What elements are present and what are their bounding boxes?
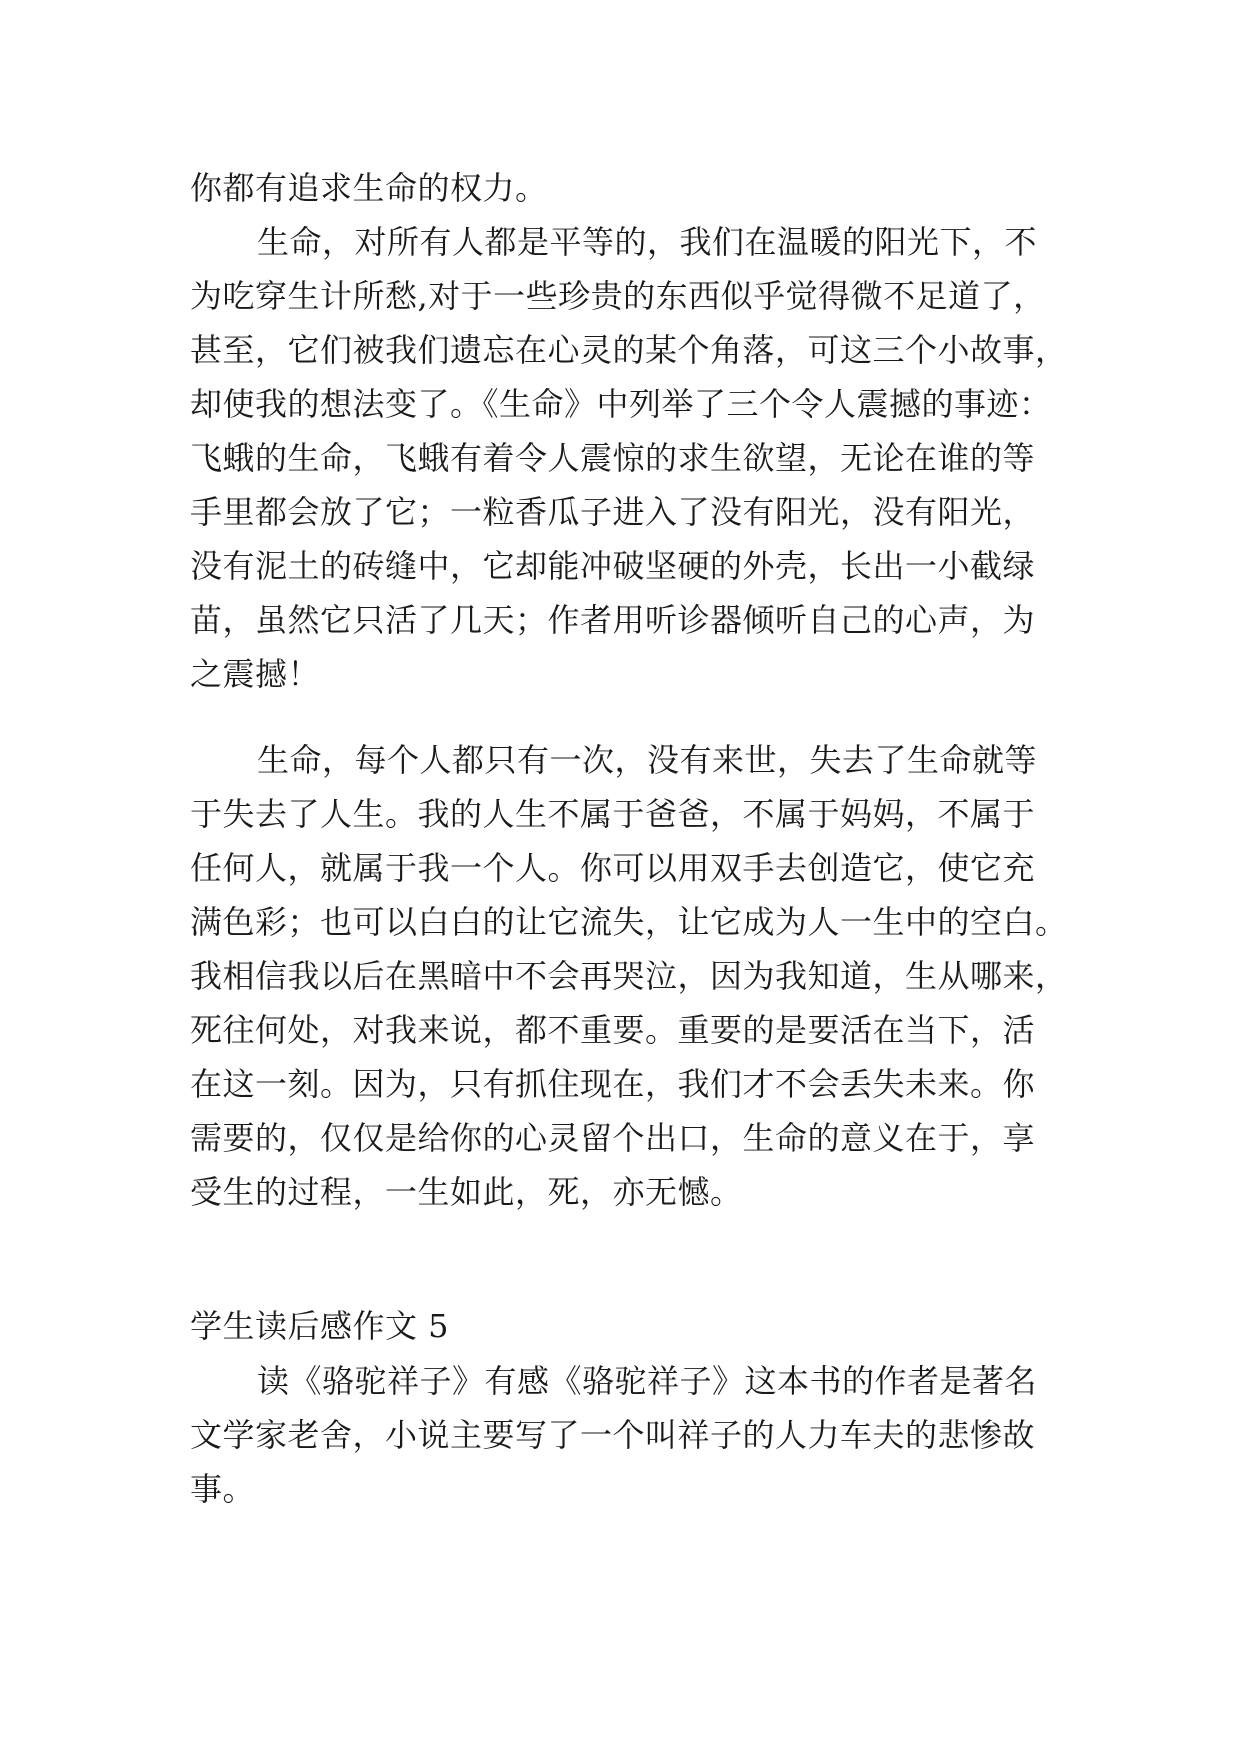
paragraph-line: 苗，虽然它只活了几天；作者用听诊器倾听自己的心声，为 bbox=[190, 601, 1036, 639]
paragraph-line: 文学家老舍，小说主要写了一个叫祥子的人力车夫的悲惨故 bbox=[190, 1416, 1036, 1454]
paragraph-line: 没有泥土的砖缝中，它却能冲破坚硬的外壳，长出一小截绿 bbox=[190, 547, 1036, 585]
paragraph-line: 生命，对所有人都是平等的，我们在温暖的阳光下，不 bbox=[257, 223, 1038, 261]
paragraph-line: 之震撼！ bbox=[190, 655, 321, 693]
paragraph-line: 飞蛾的生命，飞蛾有着令人震惊的求生欲望，无论在谁的等 bbox=[190, 439, 1036, 477]
paragraph-line: 你都有追求生命的权力。 bbox=[190, 169, 548, 207]
paragraph-line: 事。 bbox=[190, 1470, 256, 1508]
paragraph-line: 满色彩；也可以白白的让它流失，让它成为人一生中的空白。 bbox=[190, 903, 1068, 941]
paragraph-line: 却使我的想法变了。《生命》中列举了三个令人震撼的事迹： bbox=[190, 385, 1052, 423]
paragraph-line: 甚至，它们被我们遗忘在心灵的某个角落，可这三个小故事， bbox=[190, 331, 1068, 369]
paragraph-line: 于失去了人生。我的人生不属于爸爸，不属于妈妈，不属于 bbox=[190, 795, 1036, 833]
paragraph-line: 需要的，仅仅是给你的心灵留个出口，生命的意义在于，享 bbox=[190, 1119, 1036, 1157]
paragraph-line: 读《骆驼祥子》有感《骆驼祥子》这本书的作者是著名 bbox=[257, 1362, 1038, 1400]
paragraph-line: 生命，每个人都只有一次，没有来世，失去了生命就等 bbox=[257, 741, 1038, 779]
paragraph-line: 为吃穿生计所愁,对于一些珍贵的东西似乎觉得微不足道了， bbox=[190, 277, 1046, 315]
section-heading: 学生读后感作文 5 bbox=[190, 1307, 450, 1345]
paragraph-line: 在这一刻。因为，只有抓住现在，我们才不会丢失未来。你 bbox=[190, 1065, 1036, 1103]
paragraph-line: 受生的过程，一生如此，死，亦无憾。 bbox=[190, 1173, 743, 1211]
paragraph-line: 手里都会放了它；一粒香瓜子进入了没有阳光，没有阳光， bbox=[190, 493, 1036, 531]
paragraph-line: 死往何处，对我来说，都不重要。重要的是要活在当下，活 bbox=[190, 1011, 1036, 1049]
paragraph-line: 我相信我以后在黑暗中不会再哭泣，因为我知道，生从哪来， bbox=[190, 957, 1068, 995]
paragraph-line: 任何人，就属于我一个人。你可以用双手去创造它，使它充 bbox=[190, 849, 1036, 887]
